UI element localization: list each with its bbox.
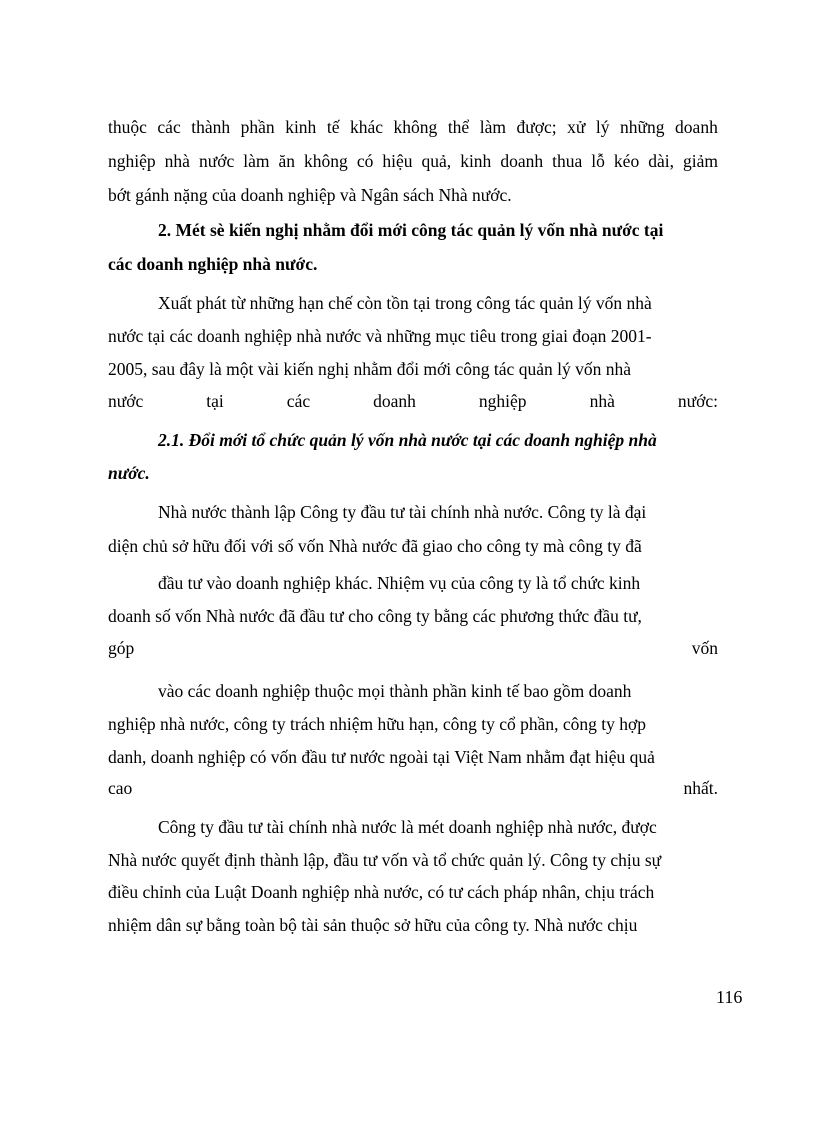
word: doanh bbox=[373, 391, 416, 411]
word: kinh bbox=[460, 151, 492, 171]
paragraph-line-justified bbox=[108, 637, 718, 659]
paragraph-line: 2005, sau đây là một vài kiến nghị nhằm đổi mới công tác quản lý vốn nhà bbox=[108, 359, 631, 379]
paragraph-line: danh, doanh nghiệp có vốn đầu tư nước ngoài tại Việt Nam nhằm đạt hiệu quả bbox=[108, 747, 655, 767]
paragraph-line: bớt gánh nặng của doanh nghiệp và Ngân sách Nhà nước. bbox=[108, 185, 512, 205]
word: doanh bbox=[500, 151, 544, 171]
paragraph-line: Xuất phát từ những hạn chế còn tồn tại trong công tác quản lý vốn nhà bbox=[158, 293, 652, 313]
paragraph-line: đầu tư vào doanh nghiệp khác. Nhiệm vụ của công ty là tổ chức kinh bbox=[158, 573, 641, 593]
word: kéo bbox=[613, 151, 640, 171]
paragraph-line: doanh số vốn Nhà nước đã đầu tư cho công ty bằng các phương thức đầu tư, bbox=[108, 606, 642, 626]
word: các bbox=[286, 391, 311, 411]
paragraph-line bbox=[108, 150, 718, 172]
word: góp bbox=[108, 638, 135, 658]
subsection-heading: 2.1. Đổi mới tổ chức quản lý vốn nhà nước tại các doanh nghiệp nhà bbox=[158, 430, 657, 450]
word: dài, bbox=[648, 151, 674, 171]
word: ăn bbox=[278, 151, 296, 171]
word: nước bbox=[198, 151, 235, 171]
word: nước: bbox=[677, 391, 718, 411]
paragraph-line: điều chỉnh của Luật Doanh nghiệp nhà nước, có tư cách pháp nhân, chịu trách bbox=[108, 882, 655, 902]
paragraph-line: diện chủ sở hữu đối với số vốn Nhà nước đã giao cho công ty mà công ty đã bbox=[108, 536, 642, 556]
word: làm bbox=[243, 151, 270, 171]
word: được; bbox=[516, 117, 557, 137]
word: lý bbox=[595, 117, 610, 137]
word: nhà bbox=[164, 151, 190, 171]
paragraph-line bbox=[108, 116, 718, 138]
paragraph-line: nước tại các doanh nghiệp nhà nước và những mục tiêu trong giai đoạn 2001- bbox=[108, 326, 652, 346]
word: quả, bbox=[421, 151, 452, 171]
word: làm bbox=[479, 117, 506, 137]
word: tại bbox=[206, 391, 224, 411]
word: giảm bbox=[683, 151, 718, 171]
word: nghiệp bbox=[478, 391, 527, 411]
word: không bbox=[393, 117, 438, 137]
paragraph-line: nghiệp nhà nước, công ty trách nhiệm hữu hạn, công ty cổ phần, công ty hợp bbox=[108, 714, 647, 734]
word: các bbox=[157, 117, 181, 137]
paragraph-line-justified bbox=[108, 390, 718, 412]
word: vốn bbox=[691, 638, 718, 658]
word: nhất. bbox=[683, 778, 718, 798]
page-number: 116 bbox=[716, 987, 743, 1007]
word: xử bbox=[567, 117, 586, 137]
paragraph-line: Nhà nước thành lập Công ty đầu tư tài chính nhà nước. Công ty là đại bbox=[158, 502, 647, 522]
word: lỗ bbox=[591, 151, 605, 171]
word: khác bbox=[349, 117, 384, 137]
subsection-heading: nước. bbox=[108, 463, 150, 483]
section-heading: các doanh nghiệp nhà nước. bbox=[108, 254, 318, 274]
paragraph-line: Công ty đầu tư tài chính nhà nước là mét doanh nghiệp nhà nước, được bbox=[158, 817, 657, 837]
word: phần bbox=[240, 117, 275, 137]
paragraph-line-justified bbox=[108, 777, 718, 799]
word: thành bbox=[191, 117, 231, 137]
word: doanh bbox=[675, 117, 718, 137]
word: nhà bbox=[589, 391, 615, 411]
section-heading: 2. Mét sè kiến nghị nhằm đổi mới công tác quản lý vốn nhà nước tại bbox=[158, 220, 664, 240]
word: hiệu bbox=[382, 151, 413, 171]
word: nghiệp bbox=[108, 151, 156, 171]
word: thuộc bbox=[108, 117, 147, 137]
word: kinh bbox=[285, 117, 317, 137]
paragraph-line: vào các doanh nghiệp thuộc mọi thành phần kinh tế bao gồm doanh bbox=[158, 681, 632, 701]
word: nước bbox=[108, 391, 144, 411]
word: không bbox=[304, 151, 348, 171]
paragraph-line: Nhà nước quyết định thành lập, đầu tư vốn và tổ chức quản lý. Công ty chịu sự bbox=[108, 850, 662, 870]
word: thể bbox=[447, 117, 470, 137]
word: tế bbox=[326, 117, 340, 137]
word: thua bbox=[552, 151, 583, 171]
paragraph-line: nhiệm dân sự bằng toàn bộ tài sản thuộc sở hữu của công ty. Nhà nước chịu bbox=[108, 915, 638, 935]
word: cao bbox=[108, 778, 133, 798]
word: có bbox=[356, 151, 374, 171]
word: những bbox=[620, 117, 665, 137]
